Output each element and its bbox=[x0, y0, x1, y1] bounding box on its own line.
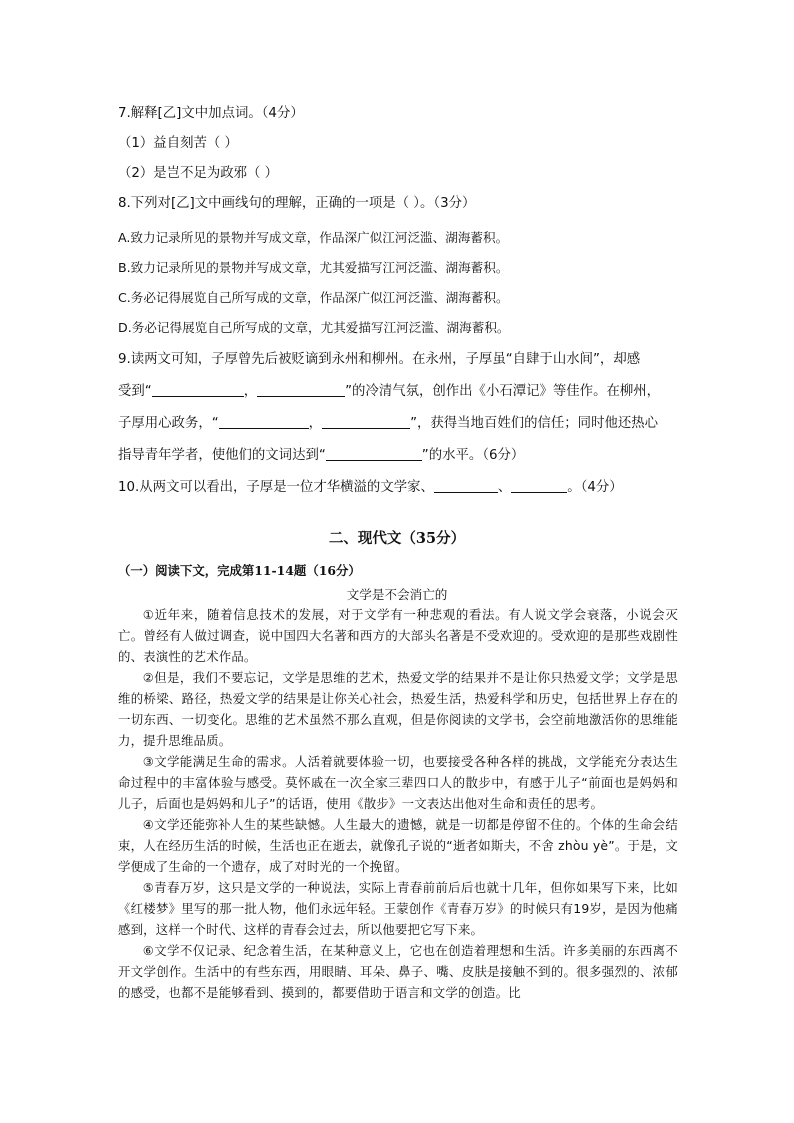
question-8-option-b: B.致力记录所见的景物并写成文章，尤其爱描写江河泛滥、湖海蓄积。 bbox=[118, 260, 509, 275]
q9-text: ， bbox=[243, 384, 258, 399]
q9-text: ”的冷清气氛，创作出《小石潭记》等佳作。在柳州， bbox=[345, 384, 661, 399]
q9-text: 子厚用心政务，“ bbox=[118, 416, 219, 431]
question-7-title: 7.解释[乙]文中加点词。（4分） bbox=[118, 106, 304, 121]
paragraph: ③文学能满足生命的需求。人活着就要体验一切，也要接受各种各样的挑战，文学能充分表达生命过程中的丰富体验与感受。莫怀戚在一次全家三辈四口人的散步中，有感于儿子“前面也是妈妈和儿子，后面也是妈妈和儿子”的话语，使用《散步》一文表达出他对生命和责任的思考。 bbox=[118, 754, 678, 811]
section-title: 二、现代文（35分） bbox=[328, 530, 466, 547]
answer-blank[interactable] bbox=[511, 478, 567, 493]
question-9-line-3 bbox=[118, 414, 658, 434]
q10-text: 。（4分） bbox=[567, 480, 623, 495]
question-9-line-2 bbox=[118, 382, 660, 402]
reading-instructions: （一）阅读下文，完成第11-14题（16分） bbox=[118, 563, 361, 578]
answer-blank[interactable] bbox=[219, 414, 309, 429]
paragraph: ②但是，我们不要忘记，文学是思维的艺术，热爱文学的结果并不是让你只热爱文学；文学是思维的桥梁、路径，热爱文学的结果是让你关心社会，热爱生活，热爱科学和历史，包括世界上存在的一切东西、一切变化。思维的艺术虽然不那么直观，但是你阅读的文学书，会空前地激活你的思维能力，提升思维品质。 bbox=[118, 670, 678, 748]
q9-text: ”，获得当地百姓们的信任；同时他还热心 bbox=[410, 416, 659, 431]
paragraph: ⑤青春万岁，这只是文学的一种说法，实际上青春前前后后也就十几年，但你如果写下来，比如《红楼梦》里写的那一批人物，他们永远年轻。王蒙创作《青春万岁》的时候只有19岁，是因为他痛感到，这样一个时代、这样的青春会过去，所以他要把它写下来。 bbox=[118, 880, 678, 937]
question-9-line-1: 9.读两文可知，子厚曾先后被贬谪到永州和柳州。在永州，子厚虽“自肆于山水间”，却感 bbox=[118, 352, 641, 367]
q9-text: 受到“ bbox=[118, 384, 152, 399]
q9-text: ， bbox=[308, 416, 323, 431]
question-9-line-4 bbox=[118, 446, 524, 466]
answer-blank[interactable] bbox=[326, 446, 422, 461]
answer-blank[interactable] bbox=[434, 478, 498, 493]
question-10 bbox=[118, 478, 623, 498]
paragraph: ①近年来，随着信息技术的发展，对于文学有一种悲观的看法。有人说文学会衰落，小说会灭亡。曾经有人做过调查，说中国四大名著和西方的大部头名著是不受欢迎的。受欢迎的是那些戏剧性的、表演性的艺术作品。 bbox=[118, 607, 678, 664]
answer-blank[interactable] bbox=[257, 382, 345, 397]
paragraph: ⑥文学不仅记录、纪念着生活，在某种意义上，它也在创造着理想和生活。许多美丽的东西离不开文学创作。生活中的有些东西，用眼睛、耳朵、鼻子、嘴、皮肤是接触不到的。很多强烈的、浓郁的感受，也都不是能够看到、摸到的，都要借助于语言和文学的创造。比 bbox=[118, 943, 678, 1000]
question-8-title: 8.下列对[乙]文中画线句的理解，正确的一项是（ ）。（3分） bbox=[118, 196, 476, 211]
q10-text: 、 bbox=[497, 480, 512, 495]
answer-blank[interactable] bbox=[322, 414, 410, 429]
article-title: 文学是不会消亡的 bbox=[346, 587, 448, 602]
q9-text: ”的水平。（6分） bbox=[421, 448, 525, 463]
paragraph: ④文学还能弥补人生的某些缺憾。人生最大的遗憾，就是一切都是停留不住的。个体的生命会结束，人在经历生活的时候，生活也正在逝去，就像孔子说的“逝者如斯夫，不舍 zhòu yè”。于是，文学便成了生命的一个遗存，成了对时光的一个挽留。 bbox=[118, 817, 678, 874]
question-7-item-2: （2）是岂不足为政邪（ ） bbox=[118, 166, 279, 181]
question-8-option-d: D.务必记得展览自己所写成的文章，尤其爱描写江河泛滥、湖海蓄积。 bbox=[118, 320, 510, 335]
q9-text: 指导青年学者，使他们的文词达到“ bbox=[118, 448, 326, 463]
article-body bbox=[118, 604, 678, 1003]
answer-blank[interactable] bbox=[152, 382, 244, 397]
question-8-option-a: A.致力记录所见的景物并写成文章，作品深广似江河泛滥、湖海蓄积。 bbox=[118, 230, 509, 245]
q10-text: 10.从两文可以看出，子厚是一位才华横溢的文学家、 bbox=[118, 480, 434, 495]
question-8-option-c: C.务必记得展览自己所写成的文章，作品深广似江河泛滥、湖海蓄积。 bbox=[118, 290, 509, 305]
question-7-item-1: （1）益自刻苦（ ） bbox=[118, 136, 238, 151]
